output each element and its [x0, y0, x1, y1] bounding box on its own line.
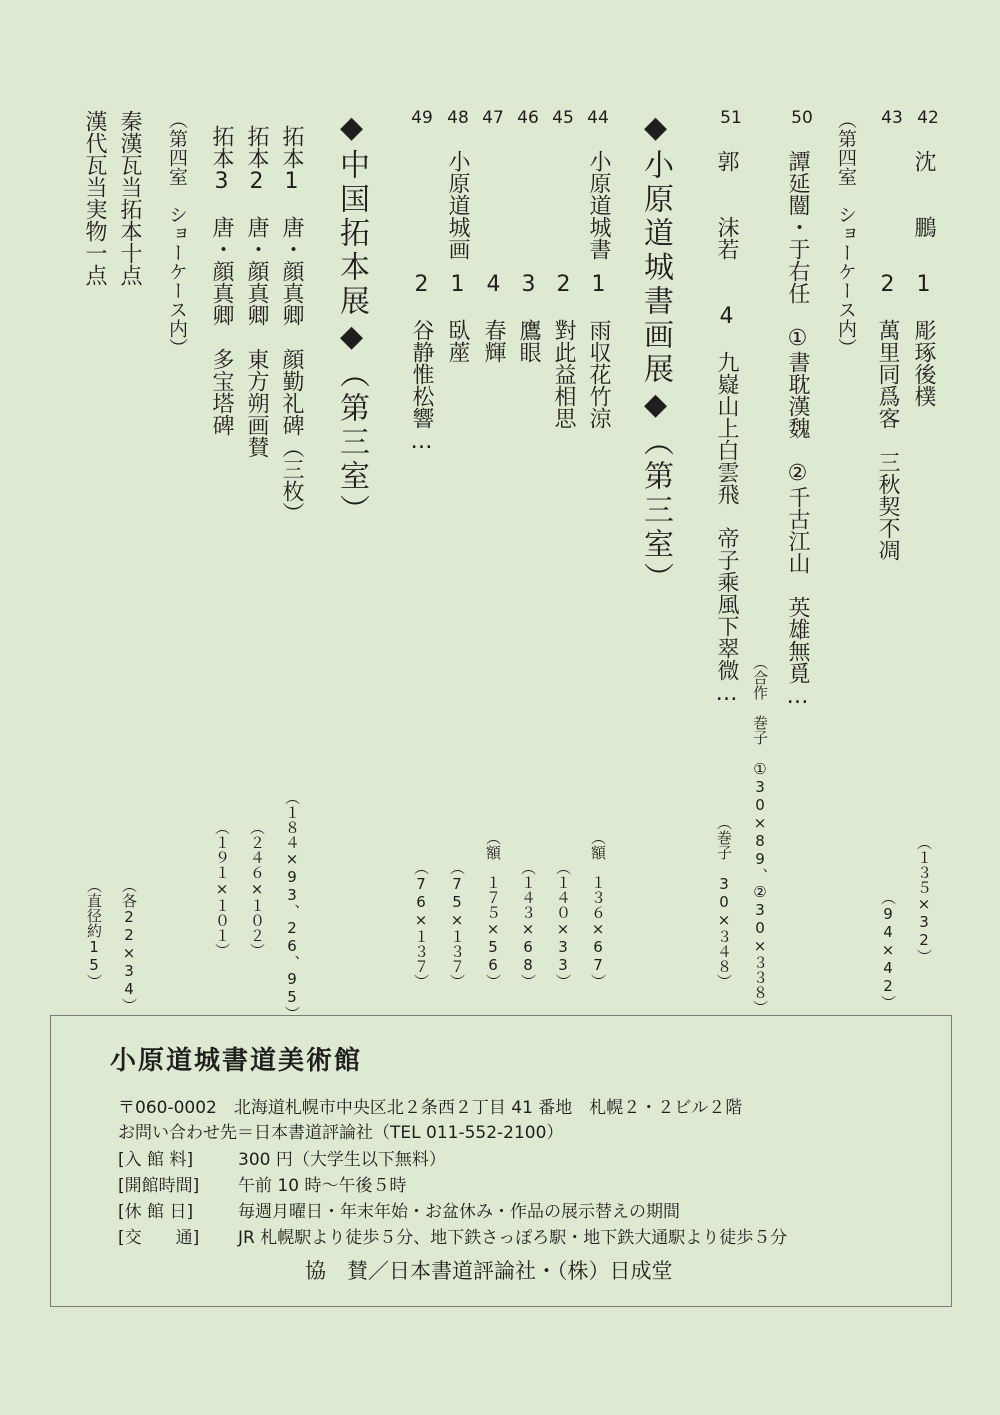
- artist-name: 小原道城書: [586, 150, 611, 260]
- work-dimensions: （75×１３７）: [448, 860, 466, 989]
- work-dimensions: （１９１×１０１）: [213, 820, 231, 958]
- work-title: 3 鷹眼: [516, 272, 541, 363]
- work-title: 2 萬里同爲客 三秋契不凋: [875, 272, 900, 561]
- work-title: 2 谷静惟松響…: [409, 272, 434, 454]
- admission-value: 300 円（大学生以下無料）: [238, 1150, 446, 1170]
- section-heading: ◆小原道城書画展◆（第三室）: [638, 110, 673, 596]
- work-title: 2 對此益相思: [551, 272, 576, 429]
- item-number: 51: [720, 108, 742, 128]
- sponsor-line: 協 賛／日本書道評論社・（株）日成堂: [305, 1259, 673, 1283]
- work-title: 1 彫琢後樸: [911, 272, 936, 407]
- work-dimensions: （76×１３７）: [412, 860, 430, 989]
- work-dimensions: （94×42）: [879, 890, 897, 1010]
- item-entry: 漢代瓦当実物一点: [82, 110, 107, 286]
- section-heading: ◆中国拓本展◆（第三室）: [334, 110, 369, 528]
- rubbing-entry: 拓本1 唐・顔真卿 顔勤礼碑（三枚）: [279, 125, 304, 524]
- rubbing-entry: 拓本2 唐・顔真卿 東方朔画賛: [244, 125, 269, 458]
- item-number: 48: [447, 108, 469, 128]
- work-dimensions: （１４０×33）: [554, 860, 572, 989]
- work-dimensions: （額 １７５×56）: [484, 830, 502, 989]
- access-label: [交 通]: [118, 1228, 200, 1248]
- work-dimensions: （直径約15）: [85, 878, 103, 989]
- address: 〒060-0002 北海道札幌市中央区北２条西２丁目 41 番地 札幌２・２ビル２階: [118, 1098, 743, 1118]
- hours-row: [118, 1171, 199, 1196]
- rubbing-entry: 拓本3 唐・顔真卿 多宝塔碑: [209, 125, 234, 436]
- work-dimensions: （１４３×68）: [519, 860, 537, 989]
- work-dimensions: （合作 巻子 ①30×89、②30×３３８）: [751, 655, 769, 1015]
- work-entry: 譚延闓・于右任 ①書耽漢魏 ②千古江山 英雄無覓…: [785, 150, 810, 709]
- item-number: 45: [552, 108, 574, 128]
- access-row: [118, 1223, 199, 1248]
- closed-label: [休 館 日]: [118, 1202, 194, 1222]
- closed-value: 毎週月曜日・年末年始・お盆休み・作品の展示替えの期間: [238, 1202, 680, 1222]
- work-dimensions: （１８４×93、26、95）: [283, 790, 301, 1021]
- closed-row: [118, 1197, 193, 1222]
- item-number: 47: [482, 108, 504, 128]
- hours-value: 午前 10 時〜午後５時: [238, 1176, 407, 1196]
- access-value: JR 札幌駅より徒歩５分、地下鉄さっぽろ駅・地下鉄大通駅より徒歩５分: [238, 1228, 788, 1248]
- work-title: 1 雨収花竹涼: [586, 272, 611, 429]
- work-dimensions: （２４６×１０２）: [248, 820, 266, 958]
- work-dimensions: （各22×34）: [120, 878, 138, 1013]
- work-dimensions: （１３５×32）: [915, 835, 933, 964]
- work-title: 4 春輝: [481, 272, 506, 363]
- item-number: 49: [411, 108, 433, 128]
- admission-row: [118, 1145, 193, 1170]
- item-number: 50: [791, 108, 813, 128]
- work-entry: 郭 沫若 4 九嶷山上白雲飛 帝子乘風下翠微…: [714, 150, 739, 706]
- work-dimensions: （額 １３６×67）: [589, 830, 607, 989]
- item-number: 46: [517, 108, 539, 128]
- artist-name: 沈 鵬: [911, 150, 936, 238]
- work-dimensions: （巻子 30×３４８）: [715, 815, 733, 989]
- item-number: 43: [881, 108, 903, 128]
- admission-label: [入 館 料]: [118, 1150, 194, 1170]
- item-number: 42: [917, 108, 939, 128]
- item-number: 44: [587, 108, 609, 128]
- hours-label: [開館時間]: [118, 1176, 200, 1196]
- museum-name: 小原道城書道美術館: [110, 1046, 363, 1076]
- room-note: （第四室 ショーケース内）: [166, 110, 188, 357]
- contact: お問い合わせ先＝日本書道評論社（TEL 011-552-2100）: [118, 1123, 564, 1143]
- room-note: （第四室 ショーケース内）: [835, 110, 857, 357]
- artist-name: 小原道城画: [445, 150, 470, 260]
- item-entry: 秦漢瓦当拓本十点: [117, 110, 142, 286]
- work-title: 1 臥蓙: [445, 272, 470, 363]
